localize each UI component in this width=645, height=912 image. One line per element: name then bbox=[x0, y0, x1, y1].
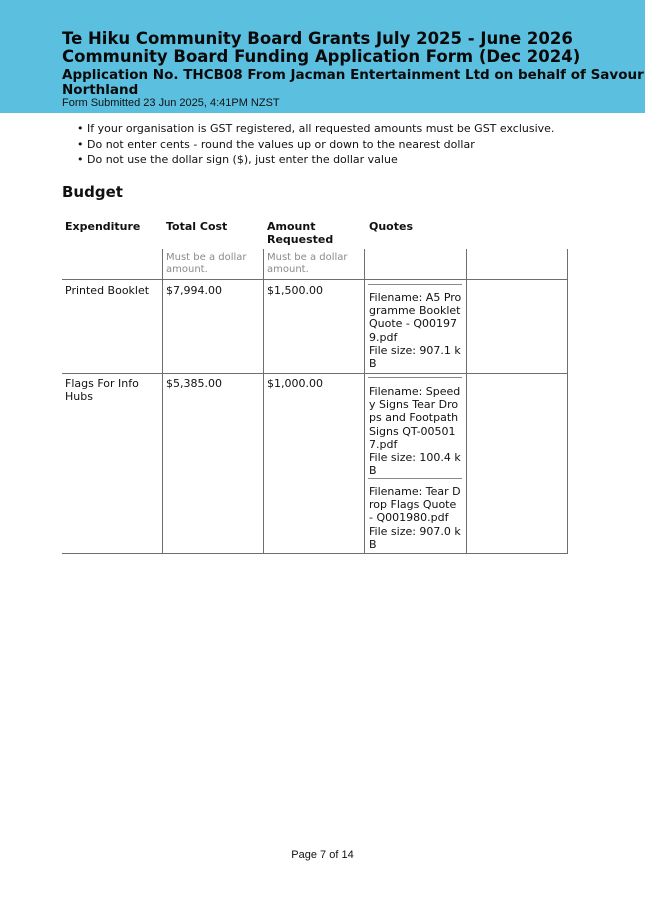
page-title-line-1: Te Hiku Community Board Grants July 2025 - June 2026 bbox=[62, 29, 573, 48]
quote-file[interactable] bbox=[369, 485, 463, 551]
submitted-timestamp: Form Submitted 23 Jun 2025, 4:41PM NZST bbox=[62, 97, 280, 109]
amount-requested-cell: $1,500.00 bbox=[267, 284, 323, 297]
quote-separator bbox=[368, 377, 462, 378]
expenditure-cell: Printed Booklet bbox=[65, 284, 150, 297]
quote-file-size: File size: 100.4 kB bbox=[369, 451, 461, 478]
quote-file[interactable] bbox=[369, 291, 463, 370]
total-cost-hint: Must be a dollar amount. bbox=[166, 252, 247, 275]
amount-requested-hint: Must be a dollar amount. bbox=[267, 252, 348, 275]
quote-separator bbox=[368, 478, 462, 479]
page-title-line-2: Community Board Funding Application Form (Dec 2024) bbox=[62, 47, 581, 66]
instruction-list bbox=[77, 121, 554, 168]
grid-line bbox=[62, 373, 568, 374]
grid-line bbox=[364, 249, 365, 280]
grid-line bbox=[364, 280, 365, 553]
quote-filename: Filename: Speedy Signs Tear Drops and Footpath Signs QT-005017.pdf bbox=[369, 385, 461, 451]
grid-line bbox=[466, 280, 467, 553]
expenditure-cell: Flags For Info Hubs bbox=[65, 377, 139, 403]
grid-line bbox=[162, 280, 163, 553]
grid-line bbox=[567, 249, 568, 280]
quote-file-size: File size: 907.0 kB bbox=[369, 524, 461, 551]
column-header-total-cost: Total Cost bbox=[166, 220, 228, 233]
quote-filename: Filename: A5 Programme Booklet Quote - Q001979.pdf bbox=[369, 291, 462, 344]
grid-line bbox=[466, 249, 467, 280]
quote-file[interactable] bbox=[369, 385, 463, 477]
column-header-quotes: Quotes bbox=[369, 220, 414, 233]
page-number: Page 7 of 14 bbox=[291, 849, 354, 861]
instruction-item: • Do not use the dollar sign ($), just enter the dollar value bbox=[77, 152, 554, 168]
grid-line bbox=[263, 249, 264, 280]
grid-line bbox=[162, 249, 163, 280]
quote-file-size: File size: 907.1 kB bbox=[369, 343, 461, 371]
grid-line bbox=[62, 279, 568, 280]
quote-filename: Filename: Tear Drop Flags Quote - Q001980.pdf bbox=[369, 485, 461, 525]
grid-line bbox=[62, 553, 568, 554]
amount-requested-cell: $1,000.00 bbox=[267, 377, 323, 390]
instruction-item: • If your organisation is GST registered, all requested amounts must be GST exclusive. bbox=[77, 121, 554, 137]
application-title-line: Application No. THCB08 From Jacman Entertainment Ltd on behalf of Savour bbox=[62, 67, 644, 83]
budget-heading: Budget bbox=[62, 183, 123, 201]
instruction-item: • Do not enter cents - round the values up or down to the nearest dollar bbox=[77, 137, 554, 153]
column-header-amount-requested: Amount Requested bbox=[267, 220, 334, 246]
grid-line bbox=[567, 280, 568, 553]
grid-line bbox=[263, 280, 264, 553]
total-cost-cell: $7,994.00 bbox=[166, 284, 222, 297]
total-cost-cell: $5,385.00 bbox=[166, 377, 222, 390]
quote-separator bbox=[368, 284, 462, 285]
column-header-expenditure: Expenditure bbox=[65, 220, 141, 233]
application-title-line-continued: Northland bbox=[62, 82, 139, 98]
